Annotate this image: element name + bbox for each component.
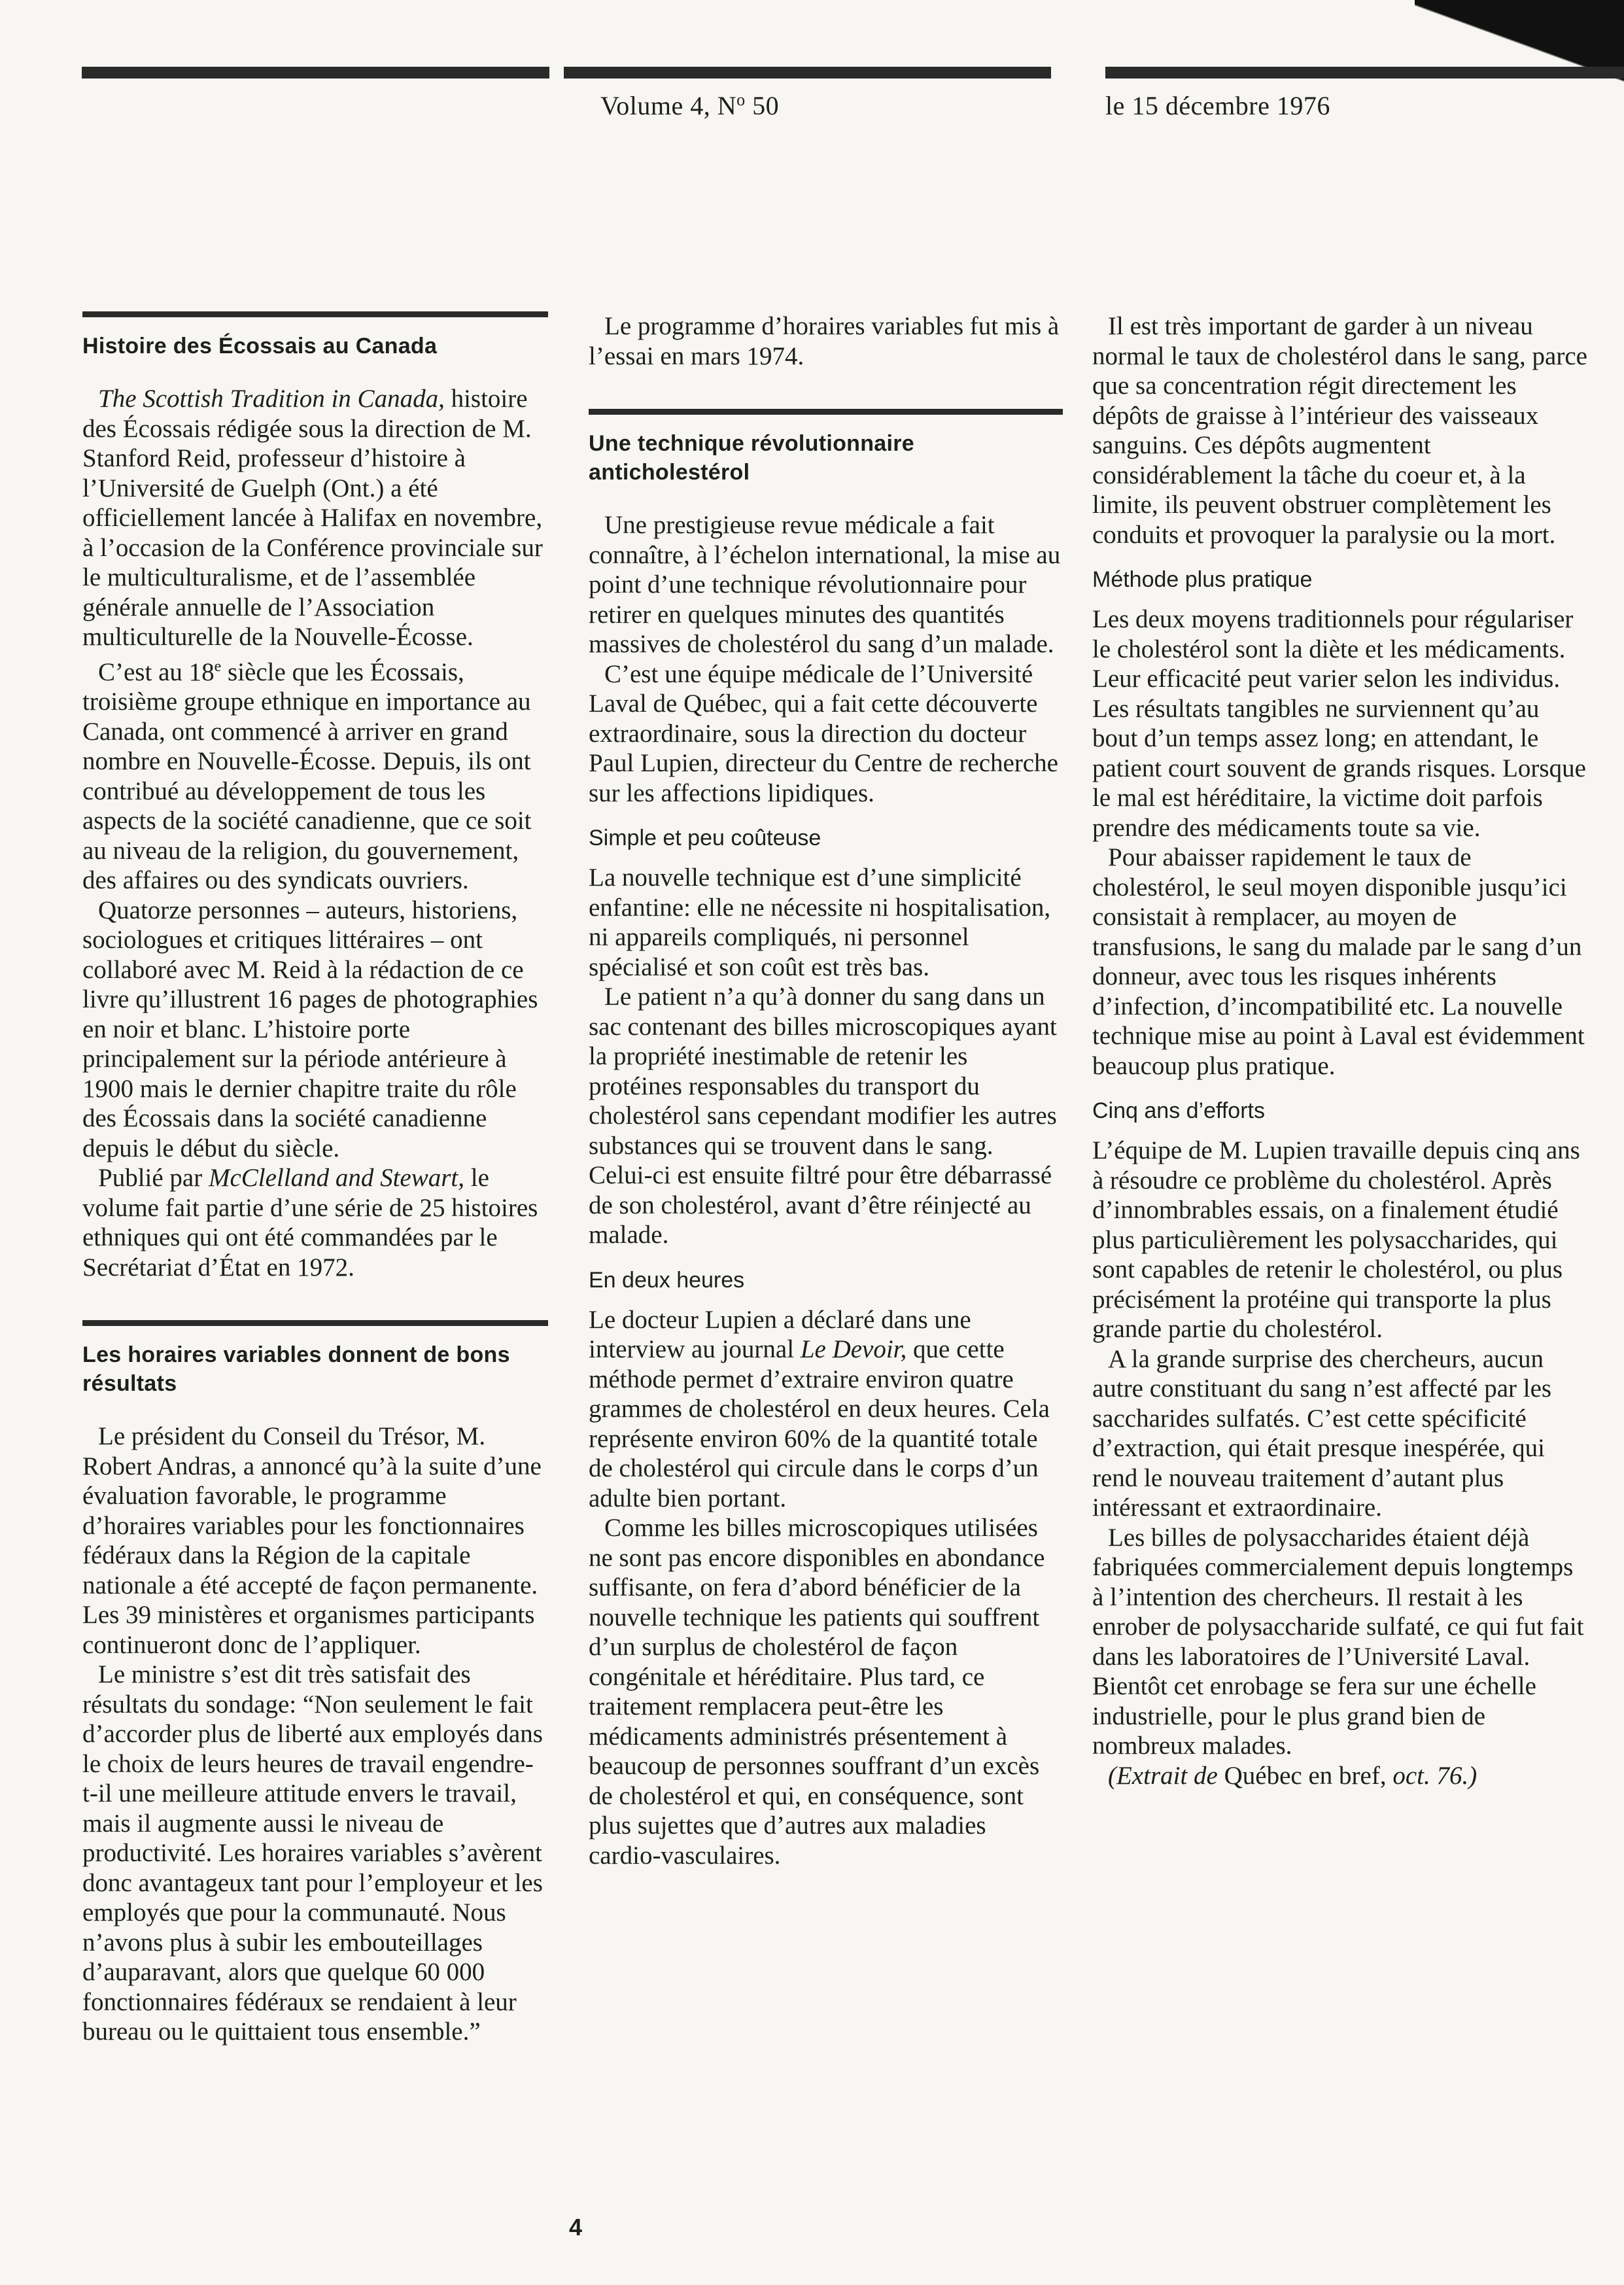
source-credit: (Extrait de Québec en bref, oct. 76.) [1108,1761,1477,1790]
article-scottish-history [82,311,548,1282]
paragraph: Le programme d’horaires variables fut mis à l’essai en mars 1974. [589,312,1060,370]
paragraph: Une prestigieuse revue médicale a fait connaître, à l’échelon international, la mise au point d’une technique révolutionnaire pour retirer en quelques minutes des quantités massives de cholestérol du sang d’un malade. [589,511,1061,658]
paragraph: C’est une équipe médicale de l’Université Laval de Québec, qui a fait cette découverte extraordinaire, sous la direction du docteur Paul Lupien, directeur du Centre de recherche sur les affections lipidiques. [589,659,1058,807]
paragraph: Le docteur Lupien a déclaré dans une interview au journal Le Devoir, que cette méthode permet d’extraire environ quatre grammes de cholestérol en deux heures. Cela représente environ 60% de la quantité totale de cholestérol qui circule dans le corps d’un adulte bien portant. [589,1305,1050,1512]
header-rule [564,67,1051,78]
issue-date: le 15 décembre 1976 [1105,91,1330,120]
paragraph: Le ministre s’est dit très satisfait des résultats du sondage: “Non seulement le fait d’accorder plus de liberté aux employés dans le choix de leurs heures de travail engendre-t-il une meilleure attitude envers le travail, mais il augmente aussi le niveau de productivité. Les horaires variables s’avèrent donc avantageux tant pour l’employeur et les employés que pour la communauté. Nous n’avons plus à subir les embouteillages d’auparavant, alors que quelque 60 000 fonctionnaires fédéraux se rendaient à leur bureau ou le quittaient tous ensemble.” [82,1660,543,2046]
volume-number: Volume 4, $N^o$ 50 [600,90,780,120]
column-1 [82,311,548,2047]
paragraph: Les deux moyens traditionnels pour régulariser le cholestérol sont la diète et les médicaments. Leur efficacité peut varier selon les individus. Les résultats tangibles ne surviennent qu’au bout d’un temps assez long; en attendant, le patient court souvent de grands risques. Lorsque le mal est héréditaire, la victime doit parfois prendre des médicaments toute sa vie. [1092,605,1586,842]
subheading: En deux heures [589,1267,745,1293]
page-number: 4 [569,2214,583,2241]
header-rule [82,67,549,78]
subheading: Méthode plus pratique [1092,567,1313,592]
paragraph: L’équipe de M. Lupien travaille depuis cinq ans à résoudre ce problème du cholestérol. Après d’innombrables essais, on a finalement étudié plus particulièrement les polysaccharides, qui sont capables de retenir le cholestérol, ou plus précisément la protéine qui transporte la plus grande partie du cholestérol. [1092,1136,1580,1343]
paragraph: Comme les billes microscopiques utilisées ne sont pas encore disponibles en abondance suffisante, on fera d’abord bénéficier de la nouvelle technique les patients qui souffrent d’un surplus de cholestérol de façon congénitale et héréditaire. Plus tard, ce traitement remplacera peut-être les médicaments administrés présentement à beaucoup de personnes souffrant d’un excès de cholestérol et qui, en conséquence, sont plus sujettes que d’autres aux maladies cardio-vasculaires. [589,1514,1045,1870]
column-2 [589,311,1063,1870]
article-flexible-hours [82,1320,548,2047]
article-cholesterol [589,409,1063,1870]
paragraph: Le patient n’a qu’à donner du sang dans un sac contenant des billes microscopiques ayant la propriété inestimable de retenir les protéines responsables du transport du cholestérol sans cependant modifier les autres substances qui se trouvent dans le sang. Celui-ci est ensuite filtré pour être débarrassé de son cholestérol, avant d’être réinjecté au malade. [589,983,1057,1249]
article-rule [82,1320,548,1326]
paragraph: Publié par McClelland and Stewart, le volume fait partie d’une série de 25 histoires ethniques qui ont été commandées par le Secrétariat d’État en 1972. [82,1164,538,1282]
subheading: Simple et peu coûteuse [589,826,821,850]
article-title: Une technique révolutionnaire anticholestérol [589,431,914,485]
paragraph: Le président du Conseil du Trésor, M. Robert Andras, a annoncé qu’à la suite d’une évaluation favorable, le programme d’horaires variables pour les fonctionnaires fédéraux dans la Région de la capitale nationale a été accepté de façon permanente. Les 39 ministères et organismes participants continueront donc de l’appliquer. [82,1422,542,1659]
header-rule [1105,67,1624,78]
article-rule [82,311,548,317]
paragraph: The Scottish Tradition in Canada, histoire des Écossais rédigée sous la direction de M. Stanford Reid, professeur d’histoire à l’Université de Guelph (Ont.) a été officiellement lancée à Halifax en novembre, à l’occasion de la Conférence provinciale sur le multiculturalisme, et de l’assemblée générale annuelle de l’Association multiculturelle de la Nouvelle-Écosse. [82,385,543,651]
article-title: Les horaires variables donnent de bons résultats [82,1342,510,1396]
column-3 [1092,311,1589,1790]
paragraph: Il est très important de garder à un niveau normal le taux de cholestérol dans le sang, parce que sa concentration régit directement les dépôts de graisse à l’intérieur des vaisseaux sanguins. Ces dépôts augmentent considérablement la tâche du coeur et, à la limite, ils peuvent obstruer complètement les conduits et provoquer la paralysie ou la mort. [1092,312,1587,549]
paragraph: A la grande surprise des chercheurs, aucun autre constituant du sang n’est affecté par les saccharides sulfatés. C’est cette spécificité d’extraction, qui était presque inespérée, qui rend le nouveau traitement d’autant plus intéressant et extraordinaire. [1092,1344,1552,1522]
scan-corner-mark [1415,0,1624,124]
article-rule [589,409,1063,415]
paragraph: Quatorze personnes – auteurs, historiens, sociologues et critiques littéraires – ont collaboré avec M. Reid à la rédaction de ce livre qu’illustrent 16 pages de photographies en noir et blanc. L’histoire porte principalement sur la période antérieure à 1900 mais le dernier chapitre traite du rôle des Écossais dans la société canadienne depuis le début du siècle. [82,896,538,1162]
paragraph: C’est au 18e siècle que les Écossais, troisième groupe ethnique en importance au Canada, ont commencé à arriver en grand nombre en Nouvelle-Écosse. Depuis, ils ont contribué au développement de tous les aspects de la société canadienne, que ce soit au niveau de la religion, du gouvernement, des affaires ou des syndicats ouvriers. [82,657,532,894]
paragraph: Pour abaisser rapidement le taux de cholestérol, le seul moyen disponible jusqu’ici consistait à remplacer, au moyen de transfusions, le sang du malade par le sang d’un donneur, avec tous les risques inhérents d’infection, d’incompatibilité etc. La nouvelle technique mise au point à Laval est évidemment beaucoup plus pratique. [1092,843,1585,1080]
subheading: Cinq ans d’efforts [1092,1098,1265,1123]
paragraph: La nouvelle technique est d’une simplicité enfantine: elle ne nécessite ni hospitalisation, ni appareils compliqués, ni personnel spécialisé et son coût est très bas. [589,863,1051,981]
paragraph: Les billes de polysaccharides étaient déjà fabriquées commercialement depuis longtemps à l’intention des chercheurs. Il restait à les enrober de polysaccharide sulfaté, ce qui fut fait dans les laboratoires de l’Université Laval. Bientôt cet enrobage se fera sur une échelle industrielle, pour le plus grand bien de nombreux malades. [1092,1523,1584,1760]
article-title: Histoire des Écossais au Canada [82,334,438,358]
